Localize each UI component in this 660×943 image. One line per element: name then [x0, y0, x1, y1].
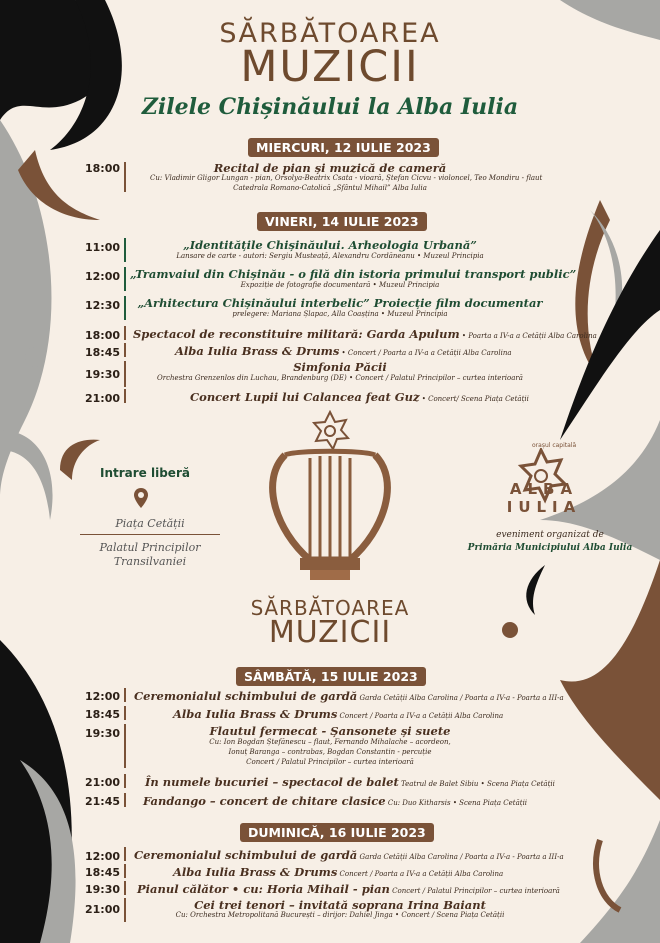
event-time: 18:00: [84, 329, 120, 342]
subtitle: Zilele Chișinăului la Alba Iulia: [141, 94, 519, 120]
center-logo-line1: SĂRBĂTOAREA: [250, 596, 410, 620]
event-time: 19:30: [84, 883, 120, 896]
event-title: Ceremonialul schimbului de gardă Garda Cetății Alba Carolina / Poarta a IV-a - Poarta a III-a: [134, 689, 564, 703]
event-title: „Tramvaiul din Chișinău - o filă din istoria primului transport public”: [130, 267, 577, 281]
event-title: Recital de pian și muzică de cameră: [213, 161, 447, 175]
event-divider: [124, 864, 126, 878]
event-divider: [124, 238, 126, 262]
event-details: Orchestra Grenzenlos din Luchau, Brandenburg (DE) • Concert / Palatul Principilor – curtea interioară: [157, 374, 523, 382]
divider-line: [80, 534, 220, 535]
free-entry-label: Intrare liberă: [100, 466, 190, 480]
event-time: 18:45: [84, 346, 120, 359]
event-venue: • Concert/ Scena Piața Cetății: [419, 395, 529, 403]
event-divider: [124, 793, 126, 807]
event-title: Cei trei tenori – invitată soprana Irina Baiant: [194, 898, 486, 912]
day-header-saturday: SÂMBĂTĂ, 15 IULIE 2023: [236, 667, 426, 686]
venue-piata-cetatii: Piața Cetății: [115, 517, 185, 530]
event-venue: • Poarta a IV-a a Cetății Alba Carolina: [459, 332, 597, 340]
event-title: Alba Iulia Brass & Drums • Concert / Poarta a IV-a a Cetății Alba Carolina: [175, 344, 512, 358]
event-details: Expoziție de fotografie documentară • Muzeul Principia: [240, 281, 440, 289]
event-time: 18:00: [84, 162, 120, 175]
event-divider: [124, 774, 126, 788]
main-title-line1: SĂRBĂTOAREA: [219, 18, 441, 49]
logo-small-caption: orașul capitală: [532, 442, 577, 449]
event-time: 12:00: [84, 270, 120, 283]
lyre-logo-icon: [255, 410, 405, 590]
event-divider: [124, 724, 126, 768]
event-venue: Catedrala Romano-Catolică „Sfântul Mihail” Alba Iulia: [233, 184, 427, 192]
event-time: 19:30: [84, 368, 120, 381]
event-time: 12:30: [84, 299, 120, 312]
alba-iulia-logo-text: ALBA IULIA: [506, 480, 582, 516]
event-venue: Garda Cetății Alba Carolina / Poarta a IV-a - Poarta a III-a: [357, 853, 564, 861]
event-divider: [124, 162, 126, 192]
event-venue: • Concert / Poarta a IV-a a Cetății Alba Carolina: [339, 349, 512, 357]
event-time: 21:45: [84, 795, 120, 808]
event-divider: [124, 688, 126, 702]
event-time: 18:45: [84, 708, 120, 721]
event-title: Pianul călător • cu: Horia Mihail - pian Concert / Palatul Principilor – curtea interioară: [137, 882, 560, 896]
organizer-name: Primăria Municipiului Alba Iulia: [467, 543, 633, 553]
event-title: În numele bucuriei – spectacol de balet Teatrul de Balet Sibiu • Scena Piața Cetății: [145, 775, 555, 789]
event-divider: [124, 881, 126, 895]
event-details: prelegere: Mariana Șlapac, Alla Coașțina • Muzeul Principia: [232, 310, 448, 318]
event-divider: [124, 706, 126, 720]
event-time: 21:00: [84, 776, 120, 789]
event-title: Fandango – concert de chitare clasice Cu: Duo Kitharsis • Scena Piața Cetății: [143, 794, 528, 808]
day-header-friday: VINERI, 14 IULIE 2023: [257, 212, 427, 231]
day-header-sunday: DUMINICĂ, 16 IULIE 2023: [240, 823, 434, 842]
event-title: Alba Iulia Brass & Drums Concert / Poarta a IV-a a Cetății Alba Carolina: [173, 865, 504, 879]
event-details: Ionuț Baranga – contrabas, Bogdan Constantin - percuție: [228, 748, 432, 756]
day-header-wednesday: MIERCURI, 12 IULIE 2023: [248, 138, 439, 157]
event-venue: Concert / Poarta a IV-a a Cetății Alba Carolina: [337, 870, 504, 878]
map-pin-icon: [134, 488, 148, 508]
event-venue: Concert / Palatul Principilor – curtea interioară: [246, 758, 414, 766]
event-time: 18:45: [84, 866, 120, 879]
event-title: „Arhitectura Chișinăului interbelic” Proiecție film documentar: [137, 296, 543, 310]
event-time: 11:00: [84, 241, 120, 254]
event-divider: [124, 389, 126, 403]
event-divider: [124, 267, 126, 291]
organizer-note: eveniment organizat de: [496, 530, 604, 540]
event-details: Cu: Orchestra Metropolitană București – dirijor: Dahiel Jinga • Concert / Scena Piața Cetății: [175, 911, 505, 919]
event-venue: Garda Cetății Alba Carolina / Poarta a IV-a - Poarta a III-a: [357, 694, 564, 702]
event-divider: [124, 847, 126, 861]
event-time: 19:30: [84, 727, 120, 740]
event-time: 12:00: [84, 690, 120, 703]
event-title: „Identitățile Chișinăului. Arheologia Urbană”: [183, 238, 477, 252]
event-divider: [124, 296, 126, 320]
event-title: Simfonia Păcii: [293, 360, 387, 374]
center-logo-line2: MUZICII: [268, 615, 392, 650]
event-divider: [124, 343, 126, 357]
event-time: 21:00: [84, 903, 120, 916]
event-title: Ceremonialul schimbului de gardă Garda Cetății Alba Carolina / Poarta a IV-a - Poarta a III-a: [134, 848, 564, 862]
event-venue: Teatrul de Balet Sibiu • Scena Piața Cetății: [398, 780, 555, 788]
main-title-line2: MUZICII: [240, 42, 420, 92]
event-time: 12:00: [84, 850, 120, 863]
event-title: Alba Iulia Brass & Drums Concert / Poarta a IV-a a Cetății Alba Carolina: [173, 707, 504, 721]
event-title: Concert Lupii lui Calancea feat Guz • Concert/ Scena Piața Cetății: [190, 390, 529, 404]
event-venue: Concert / Poarta a IV-a a Cetății Alba Carolina: [337, 712, 504, 720]
event-time: 21:00: [84, 392, 120, 405]
event-venue: Concert / Palatul Principilor – curtea interioară: [389, 887, 560, 895]
event-venue: Cu: Duo Kitharsis • Scena Piața Cetății: [385, 799, 528, 807]
event-details: Lansare de carte - autori: Sergiu Musteață, Alexandru Cordăneanu • Muzeul Principia: [176, 252, 484, 260]
event-details: Cu: Ion Bogdan Ștefănescu – flaut, Fernando Mihalache – acordeon,: [209, 738, 451, 746]
event-divider: [124, 898, 126, 922]
event-divider: [124, 326, 126, 340]
event-title: Spectacol de reconstituire militară: Garda Apulum • Poarta a IV-a a Cetății Alba Carolina: [133, 327, 597, 341]
event-divider: [124, 361, 126, 387]
event-details: Cu: Vladimir Gligor Lungan - pian, Orsolya-Beatrix Csata - vioară, Ștefan Cicvu - violoncel, Teo Mondiru - flaut: [150, 174, 543, 182]
event-title: Flautul fermecat - Șansonete și suete: [209, 724, 451, 738]
venue-palatul-principilor: Palatul Principilor Transilvaniei: [99, 541, 201, 568]
